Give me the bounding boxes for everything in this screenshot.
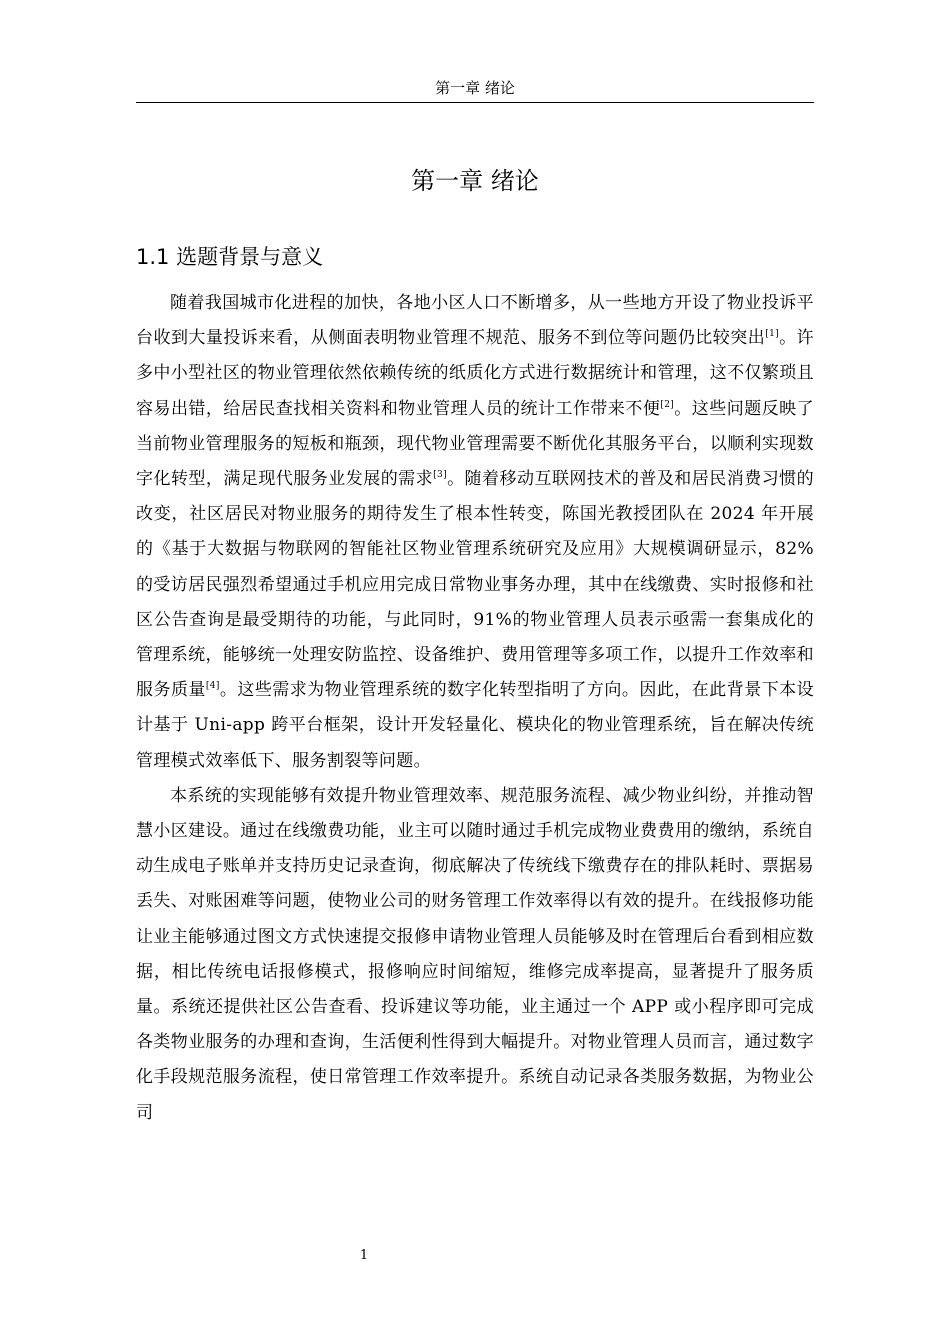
- page-number: 1: [359, 1248, 369, 1263]
- body-text: [136, 286, 814, 1131]
- paragraph-text: 随着我国城市化进程的加快，各地小区人口不断增多，从一些地方开设了物业投诉平台收到大量投诉来看，从侧面表明物业管理不规范、服务不到位等问题仍比较突出: [136, 293, 814, 349]
- running-header: 第一章 绪论: [435, 79, 515, 97]
- paragraph-text: 。随着移动互联网技术的普及和居民消费习惯的改变，社区居民对物业服务的期待发生了根本性转变，陈国光教授团队在 2024 年开展的《基于大数据与物联网的智能社区物业管理系统研究及应用》大规模调研显示，82%的受访居民强烈希望通过手机应用完成日常物业事务办理，其中在线缴费、实时报修和社区公告查询是最受期待的功能，与此同时，91%的物业管理人员表示亟需一套集成化的管理系统，能够统一处理安防监控、设备维护、费用管理等多项工作，以提升工作效率和服务质量: [136, 469, 814, 701]
- paragraph-text: 。这些问题反映了当前物业管理服务的短板和瓶颈，现代物业管理需要不断优化其服务平台，以顺利实现数字化转型，满足现代服务业发展的需求: [136, 398, 814, 490]
- paragraph-text: 。这些需求为物业管理系统的数字化转型指明了方向。因此，在此背景下本设计基于 Uni-app 跨平台框架，设计开发轻量化、模块化的物业管理系统，旨在解决传统管理模式效率低下、服务割裂等问题。: [136, 680, 814, 771]
- paragraph: [136, 779, 814, 1131]
- section-title: 1.1 选题背景与意义: [136, 245, 324, 269]
- citation-reference[interactable]: [4]: [205, 681, 220, 692]
- citation-reference[interactable]: [1]: [765, 329, 780, 340]
- citation-reference[interactable]: [3]: [433, 470, 447, 481]
- citation-reference[interactable]: [2]: [660, 399, 675, 410]
- chapter-title: 第一章 绪论: [411, 167, 539, 195]
- paragraph-text: 本系统的实现能够有效提升物业管理效率、规范服务流程、减少物业纠纷，并推动智慧小区建设。通过在线缴费功能，业主可以随时通过手机完成物业费费用的缴纳，系统自动生成电子账单并支持历史记录查询，彻底解决了传统线下缴费存在的排队耗时、票据易丢失、对账困难等问题，使物业公司的财务管理工作效率得以有效的提升。在线报修功能让业主能够通过图文方式快速提交报修申请物业管理人员能够及时在管理后台看到相应数据，相比传统电话报修模式，报修响应时间缩短，维修完成率提高，显著提升了服务质量。系统还提供社区公告查看、投诉建议等功能，业主通过一个 APP 或小程序即可完成各类物业服务的办理和查询，生活便利性得到大幅提升。对物业管理人员而言，通过数字化手段规范服务流程，使日常管理工作效率提升。系统自动记录各类服务数据，为物业公司: [136, 785, 814, 1123]
- paragraph-text: 。许多中小型社区的物业管理依然依赖传统的纸质化方式进行数据统计和管理，这不仅繁琐且容易出错，给居民查找相关资料和物业管理人员的统计工作带来不便: [136, 328, 814, 419]
- paragraph: [136, 286, 814, 779]
- header-rule: [136, 102, 814, 103]
